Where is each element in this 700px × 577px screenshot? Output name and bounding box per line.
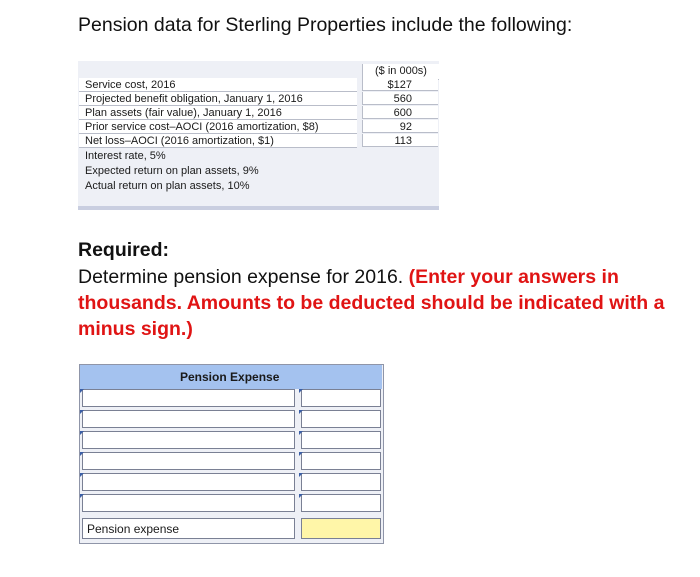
answer-row-label-input[interactable] [82,473,295,491]
dropdown-marker-icon [80,389,84,393]
data-row [79,120,439,134]
answer-table-header [80,365,382,389]
instruction-text: Determine pension expense for 2016. [78,266,404,288]
answer-row-label-input[interactable] [82,410,295,428]
answer-row-label-input[interactable] [82,389,295,407]
dropdown-marker-icon [299,473,303,477]
data-row-amount: 92 [362,120,438,133]
total-label: Pension expense [82,518,295,539]
answer-row-label-input[interactable] [82,494,295,512]
total-amount-input[interactable] [301,518,381,539]
data-row [79,106,439,120]
dropdown-marker-icon [80,494,84,498]
data-row [79,179,439,193]
data-row-label: Actual return on plan assets, 10% [85,180,250,192]
answer-format-note: (Enter your answers in thousands. Amounts to be deducted should be indicated with a minus sign.) [78,266,665,340]
answer-row [80,410,382,429]
answer-row [80,452,382,471]
data-row [79,149,439,163]
answer-row-amount-input[interactable] [301,494,381,512]
data-row [79,78,439,92]
data-row-label: Interest rate, 5% [85,150,166,162]
dropdown-marker-icon [80,452,84,456]
answer-row [80,473,382,492]
data-row-label: Net loss–AOCI (2016 amortization, $1) [79,134,357,148]
data-row-amount: 113 [362,134,438,147]
answer-row-label-input[interactable] [82,452,295,470]
answer-row-amount-input[interactable] [301,431,381,449]
data-row-label: Service cost, 2016 [79,78,357,92]
answer-row [80,431,382,450]
data-row [79,164,439,178]
answer-row-amount-input[interactable] [301,389,381,407]
dropdown-marker-icon [299,494,303,498]
dropdown-marker-icon [80,473,84,477]
answer-table-header-label: Pension Expense [180,370,280,384]
dropdown-marker-icon [299,452,303,456]
answer-row [80,389,382,408]
answer-row-amount-input[interactable] [301,452,381,470]
data-row-amount: 600 [362,106,438,119]
answer-row-label-input[interactable] [82,431,295,449]
dropdown-marker-icon [299,389,303,393]
data-row [79,134,439,148]
data-row-amount: $127 [362,78,438,91]
dropdown-marker-icon [80,431,84,435]
required-heading: Required: [78,239,170,261]
data-row-label: Prior service cost–AOCI (2016 amortization, $8) [79,120,357,134]
page-title: Pension data for Sterling Properties include the following: [78,14,573,36]
dropdown-marker-icon [299,410,303,414]
amount-column-header: ($ in 000s) [362,64,439,80]
data-row-label: Expected return on plan assets, 9% [85,165,259,177]
dropdown-marker-icon [80,410,84,414]
data-row [79,92,439,106]
data-row-label: Projected benefit obligation, January 1, 2016 [79,92,357,106]
pension-expense-total-row [80,518,382,540]
data-row-label: Plan assets (fair value), January 1, 2016 [79,106,357,120]
instructions [78,264,678,342]
data-row-amount: 560 [362,92,438,105]
answer-row [80,494,382,513]
answer-row-amount-input[interactable] [301,410,381,428]
dropdown-marker-icon [299,431,303,435]
answer-row-amount-input[interactable] [301,473,381,491]
